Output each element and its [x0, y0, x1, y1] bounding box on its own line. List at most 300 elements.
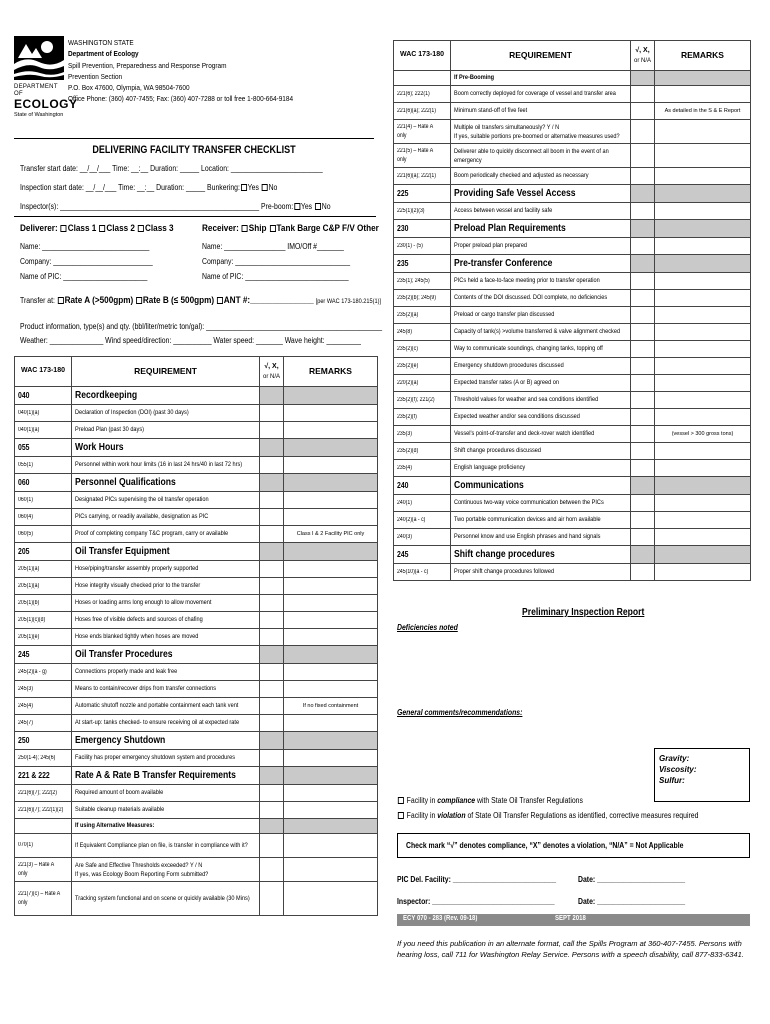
ant-checkbox[interactable]: [217, 297, 223, 304]
remarks-cell[interactable]: If no fixed containment: [284, 698, 378, 715]
wac-code: 245(3): [15, 681, 72, 698]
wac-code: 235(2)(b); 245(9): [394, 290, 451, 307]
left-section-row: [15, 646, 378, 664]
wac-code: 205(1)(c)(d): [15, 612, 72, 629]
wac-code: 221(3) – Rate A only: [15, 858, 72, 882]
requirement-text: Threshold values for weather and sea conditions identified: [451, 392, 631, 409]
pic-date-field[interactable]: Date: _______________________: [578, 875, 686, 884]
wac-code: 235(2)(d): [394, 443, 451, 460]
subheader-shade: [631, 71, 655, 86]
section-code: 250: [15, 732, 72, 750]
right-requirement-row: [394, 564, 751, 581]
section-title: Recordkeeping: [72, 387, 260, 405]
remarks-cell[interactable]: [284, 882, 378, 916]
left-requirement-row: [15, 785, 378, 802]
check-cell[interactable]: [631, 495, 655, 512]
section-title: Communications: [451, 477, 631, 495]
deliverer-company-field[interactable]: Company: __________________________: [20, 257, 153, 266]
section-shade: [260, 732, 284, 750]
section-shade: [260, 543, 284, 561]
check-cell[interactable]: [260, 715, 284, 732]
remarks-cell[interactable]: [284, 750, 378, 767]
section-shade: [631, 185, 655, 203]
check-cell[interactable]: [260, 882, 284, 916]
ecology-logo: [14, 36, 78, 118]
requirement-text: Two portable communication devices and air horn available: [451, 512, 631, 529]
wac-code: 221(6); 222(1): [394, 86, 451, 103]
remarks-cell[interactable]: [284, 612, 378, 629]
left-requirement-row: [15, 422, 378, 439]
right-requirement-row: [394, 120, 751, 144]
section-shade: [260, 387, 284, 405]
section-shade: [260, 646, 284, 664]
header-remarks: REMARKS: [655, 41, 751, 71]
deficiencies-area[interactable]: [397, 634, 750, 702]
remarks-cell[interactable]: [655, 290, 751, 307]
section-shade: [631, 546, 655, 564]
right-section-row: [394, 546, 751, 564]
right-requirement-row: [394, 324, 751, 341]
check-cell[interactable]: [260, 422, 284, 439]
remarks-cell[interactable]: [655, 203, 751, 220]
wac-code: 205(1)(a): [15, 561, 72, 578]
header-requirement: REQUIREMENT: [451, 41, 631, 71]
inspector-date-field[interactable]: Date: _______________________: [578, 897, 686, 906]
check-cell[interactable]: [260, 561, 284, 578]
wac-code: 060(4): [15, 509, 72, 526]
deliverer-class-line: Deliverer: Class 1 Class 2 Class 3: [20, 223, 174, 234]
left-requirement-row: [15, 681, 378, 698]
requirement-text: Personnel know and use English phrases and hand signals: [451, 529, 631, 546]
check-cell[interactable]: [631, 86, 655, 103]
check-cell[interactable]: [631, 203, 655, 220]
section-code: 240: [394, 477, 451, 495]
left-requirement-row: [15, 457, 378, 474]
deliverer-pic-field[interactable]: Name of PIC: ______________________: [20, 272, 148, 281]
compliance-checkbox[interactable]: [398, 797, 404, 804]
left-requirement-row: [15, 578, 378, 595]
preboom-no-checkbox[interactable]: [315, 203, 321, 210]
remarks-cell[interactable]: [284, 802, 378, 819]
requirement-text: Proper shift change procedures followed: [451, 564, 631, 581]
left-table-header: [15, 357, 378, 387]
header-check: √, X, or N/A: [260, 357, 284, 387]
remarks-cell[interactable]: [655, 495, 751, 512]
check-cell[interactable]: [631, 324, 655, 341]
section-title: Rate A & Rate B Transfer Requirements: [72, 767, 260, 785]
wac-code: 040(1)(a): [15, 422, 72, 439]
divider-1: [14, 216, 376, 217]
wac-code: 221(6)(7); 222(2): [15, 785, 72, 802]
section-shade: [284, 543, 378, 561]
compliance-line: Facility in compliance with State Oil Transfer Regulations: [397, 796, 583, 805]
requirement-text: Proof of completing company T&C program, carry or available: [72, 526, 260, 543]
requirement-text: Shift change procedures discussed: [451, 443, 631, 460]
wac-code: 221(6)(a); 222(1): [394, 168, 451, 185]
subheader-text: If using Alternative Measures:: [72, 819, 260, 834]
requirement-text: Declaration of Inspection (DOI) (past 30 days): [72, 405, 260, 422]
inspector-field[interactable]: Inspector: ________________________________: [397, 897, 555, 906]
left-requirement-row: [15, 750, 378, 767]
right-requirement-row: [394, 307, 751, 324]
requirement-text: Hose ends blanked tightly when hoses are moved: [72, 629, 260, 646]
wac-code: 245(7): [15, 715, 72, 732]
remarks-cell[interactable]: [655, 409, 751, 426]
remarks-cell[interactable]: [284, 595, 378, 612]
section-title: Pre-transfer Conference: [451, 255, 631, 273]
remarks-cell[interactable]: [655, 443, 751, 460]
left-requirement-row: [15, 612, 378, 629]
check-cell[interactable]: [631, 375, 655, 392]
weather-line[interactable]: Weather: ______________ Wind speed/direction: __________ Water speed: _______ Wave height: _________: [20, 336, 361, 345]
gravity-viscosity-sulfur-box[interactable]: [654, 748, 750, 802]
requirement-text: Means to contain/recover drips from transfer connections: [72, 681, 260, 698]
wac-code: 221(6)(a); 222(1): [394, 103, 451, 120]
check-cell[interactable]: [260, 526, 284, 543]
right-requirement-row: [394, 273, 751, 290]
remarks-cell[interactable]: [655, 86, 751, 103]
wac-code: 070(1): [15, 834, 72, 858]
subheader-shade: [260, 819, 284, 834]
remarks-cell[interactable]: [284, 664, 378, 681]
right-section-row: [394, 255, 751, 273]
wac-code: 221(6)(7); 222(1)(2): [15, 802, 72, 819]
violation-line: Facility in violation of State Oil Transfer Regulations as identified, corrective measures required: [397, 811, 698, 820]
receiver-line: Receiver: Ship Tank Barge C&P F/V Other: [202, 223, 379, 234]
requirement-text: Capacity of tank(s) >volume transferred & valve alignment checked: [451, 324, 631, 341]
wac-code: 221(4) – Rate A only: [394, 120, 451, 144]
left-section-row: [15, 543, 378, 561]
header-remarks: REMARKS: [284, 357, 378, 387]
check-cell[interactable]: [631, 358, 655, 375]
left-requirement-row: [15, 882, 378, 916]
remarks-cell[interactable]: [655, 120, 751, 144]
rate-a-checkbox[interactable]: [58, 297, 64, 304]
form-number: ECY 070 - 283 (Rev. 09-18): [403, 915, 478, 922]
left-requirement-row: [15, 595, 378, 612]
check-cell[interactable]: [631, 564, 655, 581]
wac-code: 060(5): [15, 526, 72, 543]
right-requirement-row: [394, 460, 751, 477]
check-cell[interactable]: [260, 595, 284, 612]
subheader-code: [15, 819, 72, 834]
check-cell[interactable]: [260, 750, 284, 767]
remarks-cell[interactable]: [284, 405, 378, 422]
left-requirement-row: [15, 715, 378, 732]
section-title: Work Hours: [72, 439, 260, 457]
section-shade: [260, 474, 284, 492]
requirement-text: If Equivalent Compliance plan on file, is transfer in compliance with it?: [72, 834, 260, 858]
left-requirement-row: [15, 629, 378, 646]
left-requirement-row: [15, 834, 378, 858]
tank-barge-checkbox[interactable]: [270, 225, 276, 232]
check-cell[interactable]: [631, 307, 655, 324]
remarks-cell[interactable]: [284, 785, 378, 802]
section-title: Preload Plan Requirements: [451, 220, 631, 238]
violation-checkbox[interactable]: [398, 812, 404, 819]
right-requirement-row: [394, 512, 751, 529]
remarks-cell[interactable]: Class I & 2 Facility PIC only: [284, 526, 378, 543]
check-cell[interactable]: [631, 238, 655, 255]
agency-address-block: [68, 37, 292, 105]
transfer-start-line[interactable]: Transfer start date: __/__/___ Time: __:__ Duration: _____ Location: ________________________: [20, 164, 323, 173]
section-shade: [284, 439, 378, 457]
ant-reference: [per WAC 173-180.215(1)]: [315, 298, 382, 305]
left-section-row: [15, 439, 378, 457]
check-cell[interactable]: [631, 144, 655, 168]
remarks-cell[interactable]: [655, 324, 751, 341]
remarks-cell[interactable]: [655, 564, 751, 581]
section-shade: [655, 185, 751, 203]
receiver-name-field[interactable]: Name: ________________ IMO/Off #_______: [202, 242, 344, 251]
requirement-text: English language proficiency: [451, 460, 631, 477]
wac-code: 250(1-4); 245(6): [15, 750, 72, 767]
requirement-text: Hose/piping/transfer assembly properly supported: [72, 561, 260, 578]
check-cell[interactable]: [260, 578, 284, 595]
deficiencies-label: Deficiencies noted: [397, 623, 458, 632]
remarks-cell[interactable]: [284, 509, 378, 526]
wac-code: 060(1): [15, 492, 72, 509]
bunkering-no-checkbox[interactable]: [262, 184, 268, 191]
right-section-row: [394, 477, 751, 495]
subheader-shade: [655, 71, 751, 86]
remarks-cell[interactable]: [284, 681, 378, 698]
right-requirement-row: [394, 341, 751, 358]
check-cell[interactable]: [631, 460, 655, 477]
section-code: 060: [15, 474, 72, 492]
remarks-cell[interactable]: [655, 460, 751, 477]
left-requirement-row: [15, 858, 378, 882]
remarks-cell[interactable]: [655, 238, 751, 255]
remarks-cell[interactable]: [284, 834, 378, 858]
header-requirement: REQUIREMENT: [72, 357, 260, 387]
check-cell[interactable]: [631, 120, 655, 144]
transfer-at-line: Transfer at: Rate A (>500gpm) Rate B (≤ 500gpm) ANT #:______________ [per WAC 173-180.215(1)]: [20, 295, 382, 306]
remarks-cell[interactable]: [655, 144, 751, 168]
check-cell[interactable]: [631, 341, 655, 358]
inspectors-line[interactable]: Inspector(s): ____________________________________________________ Pre-boom: Yes No: [20, 202, 331, 211]
left-section-row: [15, 767, 378, 785]
check-cell[interactable]: [631, 273, 655, 290]
preboom-yes-checkbox[interactable]: [294, 203, 300, 210]
right-requirement-row: [394, 103, 751, 120]
check-cell[interactable]: [260, 698, 284, 715]
form-number-bar: [397, 914, 750, 926]
wac-code: 220(2)(a): [394, 375, 451, 392]
remarks-cell[interactable]: [284, 629, 378, 646]
left-requirement-row: [15, 526, 378, 543]
wac-code: 235(2)(e): [394, 358, 451, 375]
requirement-text: Emergency shutdown procedures discussed: [451, 358, 631, 375]
remarks-cell[interactable]: [284, 457, 378, 474]
right-section-row: [394, 185, 751, 203]
form-date: SEPT 2018: [555, 915, 586, 922]
right-requirement-row: [394, 443, 751, 460]
remarks-cell[interactable]: (vessel > 300 gross tons): [655, 426, 751, 443]
comments-area[interactable]: [397, 720, 647, 790]
left-section-row: [15, 732, 378, 750]
requirement-text: Tracking system functional and on scene or quickly available (30 Mins): [72, 882, 260, 916]
check-cell[interactable]: [631, 103, 655, 120]
remarks-cell[interactable]: [284, 422, 378, 439]
wac-code: 225(1)(2)(3): [394, 203, 451, 220]
requirement-text: Deliverer able to quickly disconnect all boom in the event of an emergency: [451, 144, 631, 168]
requirement-text: Expected weather and/or sea conditions discussed: [451, 409, 631, 426]
right-requirement-row: [394, 238, 751, 255]
requirement-text: Connections properly made and leak free: [72, 664, 260, 681]
bunkering-yes-checkbox[interactable]: [241, 184, 247, 191]
right-requirement-row: [394, 358, 751, 375]
remarks-cell[interactable]: [655, 375, 751, 392]
right-requirement-row: [394, 495, 751, 512]
wac-code: 245(8): [394, 324, 451, 341]
viscosity-label: Viscosity:: [659, 765, 697, 774]
receiver-pic-field[interactable]: Name of PIC: ___________________________: [202, 272, 349, 281]
requirement-text: Continuous two-way voice communication between the PICs: [451, 495, 631, 512]
check-cell[interactable]: [631, 409, 655, 426]
section-shade: [655, 477, 751, 495]
right-requirement-row: [394, 375, 751, 392]
class3-checkbox[interactable]: [138, 225, 144, 232]
requirement-text: Facility has proper emergency shutdown system and procedures: [72, 750, 260, 767]
gravity-label: Gravity:: [659, 754, 690, 763]
section-code: 235: [394, 255, 451, 273]
wac-code: 055(1): [15, 457, 72, 474]
remarks-cell[interactable]: [655, 341, 751, 358]
requirement-text: Preload or cargo transfer plan discussed: [451, 307, 631, 324]
check-cell[interactable]: [631, 443, 655, 460]
product-info-field[interactable]: Product information, type(s) and qty. (bbl/liter/metric ton/gal): ______________________________________________: [20, 322, 383, 331]
remarks-cell[interactable]: [655, 358, 751, 375]
requirement-text: Boom correctly deployed for coverage of vessel and transfer area: [451, 86, 631, 103]
check-cell[interactable]: [631, 426, 655, 443]
left-requirement-row: [15, 492, 378, 509]
right-requirement-row: [394, 168, 751, 185]
wac-code: 235(3): [394, 426, 451, 443]
check-cell[interactable]: [260, 834, 284, 858]
remarks-cell[interactable]: [655, 307, 751, 324]
right-requirements-table: [393, 40, 751, 581]
section-code: 245: [15, 646, 72, 664]
check-cell[interactable]: [260, 612, 284, 629]
left-section-row: [15, 387, 378, 405]
wac-code: 221(7)(c) – Rate A only: [15, 882, 72, 916]
remarks-cell[interactable]: [655, 168, 751, 185]
wac-code: 240(2)(a - c): [394, 512, 451, 529]
rate-b-checkbox[interactable]: [136, 297, 142, 304]
section-code: 245: [394, 546, 451, 564]
wac-code: 221(5) – Rate A only: [394, 144, 451, 168]
remarks-cell[interactable]: [655, 392, 751, 409]
check-cell[interactable]: [631, 512, 655, 529]
remarks-cell[interactable]: As detailed in the S & E Report: [655, 103, 751, 120]
remarks-cell[interactable]: [284, 715, 378, 732]
remarks-cell[interactable]: [284, 858, 378, 882]
check-cell[interactable]: [260, 681, 284, 698]
ship-checkbox[interactable]: [242, 225, 248, 232]
section-shade: [631, 255, 655, 273]
requirement-text: Expected transfer rates (A or B) agreed on: [451, 375, 631, 392]
wac-code: 240(3): [394, 529, 451, 546]
section-title: Providing Safe Vessel Access: [451, 185, 631, 203]
class1-checkbox[interactable]: [61, 225, 67, 232]
right-requirement-row: [394, 409, 751, 426]
requirement-text: Proper preload plan prepared: [451, 238, 631, 255]
right-table-header: [394, 41, 751, 71]
agency-address: P.O. Box 47600, Olympia, WA 98504-7600: [68, 83, 190, 93]
check-cell[interactable]: [260, 858, 284, 882]
requirement-text: Are Safe and Effective Thresholds exceeded? Y / N If yes, was Ecology Boom Reporting Form submitted?: [72, 858, 260, 882]
section-title: Emergency Shutdown: [72, 732, 260, 750]
pic-del-facility-field[interactable]: PIC Del. Facility: ___________________________: [397, 875, 557, 884]
accessibility-footer: If you need this publication in an alternate format, call the Spills Program at 360-407-7455. Persons with hearing loss, call 711 for Washington Relay Service. Persons with a speech disability, call 877-833-6341.: [397, 939, 744, 959]
check-cell[interactable]: [631, 290, 655, 307]
section-code: 040: [15, 387, 72, 405]
right-requirement-row: [394, 86, 751, 103]
requirement-text: At start-up: tanks checked- to ensure receiving oil at expected rate: [72, 715, 260, 732]
section-shade: [655, 220, 751, 238]
inspection-start-line[interactable]: Inspection start date: __/__/___ Time: __:__ Duration: _____ Bunkering: Yes No: [20, 183, 278, 192]
check-cell[interactable]: [260, 492, 284, 509]
wac-code: 040(1)(a): [15, 405, 72, 422]
section-shade: [631, 477, 655, 495]
check-cell[interactable]: [260, 509, 284, 526]
check-cell[interactable]: [260, 629, 284, 646]
sulfur-label: Sulfur:: [659, 776, 685, 785]
section-shade: [284, 474, 378, 492]
check-cell[interactable]: [631, 529, 655, 546]
right-requirement-row: [394, 144, 751, 168]
class2-checkbox[interactable]: [99, 225, 105, 232]
requirement-text: Suitable cleanup materials available: [72, 802, 260, 819]
check-cell[interactable]: [260, 405, 284, 422]
section-shade: [284, 646, 378, 664]
agency-program: Spill Prevention, Preparedness and Response Program: [68, 60, 227, 70]
remarks-cell[interactable]: [284, 578, 378, 595]
logo-name-text: ECOLOGY: [14, 96, 78, 111]
right-requirement-row: [394, 290, 751, 307]
requirement-text: Minimum stand-off of five feet: [451, 103, 631, 120]
requirement-text: Vessel's point-of-transfer and deck-rover watch identified: [451, 426, 631, 443]
remarks-cell[interactable]: [284, 492, 378, 509]
check-cell[interactable]: [260, 802, 284, 819]
receiver-company-field[interactable]: Company: ______________________________: [202, 257, 351, 266]
right-requirement-row: [394, 203, 751, 220]
header-wac: WAC 173-180: [394, 41, 451, 71]
wac-code: 235(2)(c): [394, 341, 451, 358]
wac-code: 205(1)(a): [15, 578, 72, 595]
check-cell[interactable]: [631, 168, 655, 185]
logo-state-text: State of Washington: [14, 111, 64, 118]
check-cell[interactable]: [260, 785, 284, 802]
left-requirement-row: [15, 664, 378, 681]
remarks-cell[interactable]: [284, 561, 378, 578]
left-requirements-table: [14, 356, 378, 916]
section-shade: [284, 732, 378, 750]
requirement-text: Boom periodically checked and adjusted as necessary: [451, 168, 631, 185]
check-cell[interactable]: [260, 664, 284, 681]
report-title: Preliminary Inspection Report: [522, 607, 645, 618]
check-cell[interactable]: [260, 457, 284, 474]
remarks-cell[interactable]: [655, 273, 751, 290]
remarks-cell[interactable]: [655, 512, 751, 529]
section-code: 205: [15, 543, 72, 561]
remarks-cell[interactable]: [655, 529, 751, 546]
deliverer-name-field[interactable]: Name: ____________________________: [20, 242, 150, 251]
wac-code: 235(2)(a): [394, 307, 451, 324]
check-mark-legend: Check mark “√” denotes compliance, “X” denotes a violation, “N/A” = Not Applicable: [397, 833, 750, 858]
check-cell[interactable]: [631, 392, 655, 409]
